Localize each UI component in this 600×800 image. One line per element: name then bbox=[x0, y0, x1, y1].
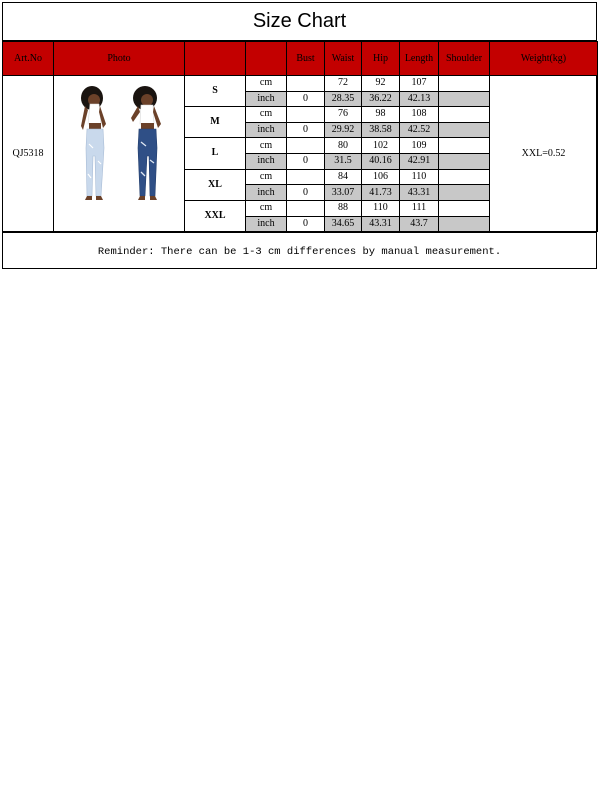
hip-cell: 40.16 bbox=[362, 154, 400, 170]
size-label: L bbox=[185, 138, 246, 169]
hip-cell: 36.22 bbox=[362, 91, 400, 107]
waist-cell: 80 bbox=[325, 138, 362, 154]
shoulder-cell bbox=[439, 76, 490, 92]
model-light-jeans bbox=[81, 86, 106, 200]
header-weight: Weight(kg) bbox=[490, 42, 598, 76]
waist-cell: 84 bbox=[325, 169, 362, 185]
hip-cell: 43.31 bbox=[362, 216, 400, 232]
unit-cell: cm bbox=[246, 200, 287, 216]
length-cell: 43.7 bbox=[400, 216, 439, 232]
length-cell: 42.91 bbox=[400, 154, 439, 170]
header-art-no: Art.No bbox=[3, 42, 54, 76]
bust-cell: 0 bbox=[287, 91, 325, 107]
shoulder-cell bbox=[439, 122, 490, 138]
waist-cell: 29.92 bbox=[325, 122, 362, 138]
unit-cell: inch bbox=[246, 154, 287, 170]
art-no-cell: QJ5318 bbox=[3, 76, 54, 232]
bust-cell: 0 bbox=[287, 185, 325, 201]
header-row bbox=[3, 42, 598, 76]
length-cell: 43.31 bbox=[400, 185, 439, 201]
unit-cell: cm bbox=[246, 107, 287, 123]
header-bust: Bust bbox=[287, 42, 325, 76]
hip-cell: 41.73 bbox=[362, 185, 400, 201]
hip-cell: 38.58 bbox=[362, 122, 400, 138]
length-cell: 107 bbox=[400, 76, 439, 92]
shoulder-cell bbox=[439, 185, 490, 201]
header-size-empty bbox=[185, 42, 246, 76]
header-length: Length bbox=[400, 42, 439, 76]
header-unit-empty bbox=[246, 42, 287, 76]
unit-cell: inch bbox=[246, 91, 287, 107]
header-photo: Photo bbox=[54, 42, 185, 76]
hip-cell: 106 bbox=[362, 169, 400, 185]
bust-cell: 0 bbox=[287, 216, 325, 232]
unit-cell: cm bbox=[246, 76, 287, 92]
shoulder-cell bbox=[439, 138, 490, 154]
hip-cell: 110 bbox=[362, 200, 400, 216]
waist-cell: 31.5 bbox=[325, 154, 362, 170]
length-cell: 108 bbox=[400, 107, 439, 123]
shoulder-cell bbox=[439, 200, 490, 216]
header-hip: Hip bbox=[362, 42, 400, 76]
header-waist: Waist bbox=[325, 42, 362, 76]
hip-cell: 92 bbox=[362, 76, 400, 92]
bust-cell: 0 bbox=[287, 122, 325, 138]
size-table-body bbox=[3, 76, 598, 232]
chart-title: Size Chart bbox=[3, 3, 596, 41]
length-cell: 110 bbox=[400, 169, 439, 185]
unit-cell: inch bbox=[246, 122, 287, 138]
length-cell: 42.52 bbox=[400, 122, 439, 138]
bust-cell: 0 bbox=[287, 154, 325, 170]
bust-cell bbox=[287, 76, 325, 92]
product-photo bbox=[57, 76, 182, 226]
size-label: XXL bbox=[185, 200, 246, 231]
hip-cell: 98 bbox=[362, 107, 400, 123]
unit-cell: cm bbox=[246, 169, 287, 185]
bust-cell bbox=[287, 169, 325, 185]
waist-cell: 33.07 bbox=[325, 185, 362, 201]
waist-cell: 76 bbox=[325, 107, 362, 123]
shoulder-cell bbox=[439, 154, 490, 170]
photo-cell bbox=[54, 76, 185, 232]
reminder-note: Reminder: There can be 1-3 cm differences by manual measurement. bbox=[3, 232, 596, 270]
hip-cell: 102 bbox=[362, 138, 400, 154]
size-label: M bbox=[185, 107, 246, 138]
weight-cell: XXL=0.52 bbox=[490, 76, 598, 232]
length-cell: 42.13 bbox=[400, 91, 439, 107]
shoulder-cell bbox=[439, 107, 490, 123]
unit-cell: inch bbox=[246, 185, 287, 201]
length-cell: 111 bbox=[400, 200, 439, 216]
waist-cell: 34.65 bbox=[325, 216, 362, 232]
model-dark-jeans bbox=[131, 86, 161, 200]
size-row-s-cm bbox=[3, 76, 598, 92]
size-chart bbox=[2, 2, 597, 269]
shoulder-cell bbox=[439, 91, 490, 107]
size-label: S bbox=[185, 76, 246, 107]
waist-cell: 88 bbox=[325, 200, 362, 216]
waist-cell: 28.35 bbox=[325, 91, 362, 107]
shoulder-cell bbox=[439, 216, 490, 232]
unit-cell: cm bbox=[246, 138, 287, 154]
bust-cell bbox=[287, 107, 325, 123]
bust-cell bbox=[287, 138, 325, 154]
size-table bbox=[2, 41, 598, 232]
waist-cell: 72 bbox=[325, 76, 362, 92]
size-label: XL bbox=[185, 169, 246, 200]
header-shoulder: Shoulder bbox=[439, 42, 490, 76]
unit-cell: inch bbox=[246, 216, 287, 232]
shoulder-cell bbox=[439, 169, 490, 185]
length-cell: 109 bbox=[400, 138, 439, 154]
bust-cell bbox=[287, 200, 325, 216]
